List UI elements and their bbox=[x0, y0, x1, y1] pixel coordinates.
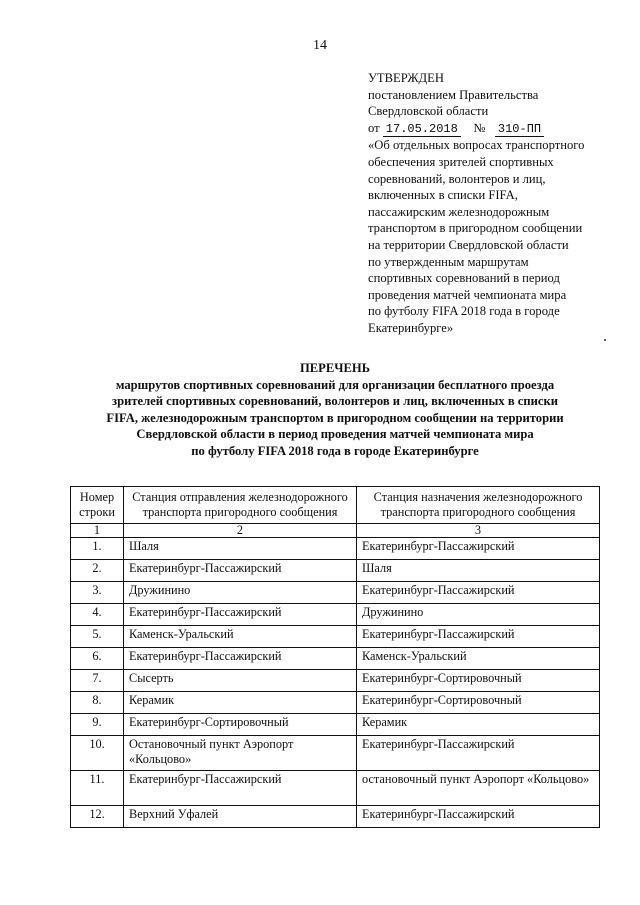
table-row bbox=[71, 806, 600, 828]
page-number: 14 bbox=[313, 38, 327, 53]
approval-description-line: Екатеринбурге» bbox=[368, 320, 454, 335]
departure-cell: Сысерть bbox=[124, 670, 357, 692]
table-row bbox=[71, 560, 600, 582]
scan-speck bbox=[604, 339, 606, 341]
table-row bbox=[71, 692, 600, 714]
departure-cell: Дружинино bbox=[124, 582, 357, 604]
row-number-cell: 4. bbox=[71, 604, 124, 626]
row-number-cell: 11. bbox=[71, 771, 124, 806]
heading-line: маршрутов спортивных соревнований для организации бесплатного проезда bbox=[115, 377, 555, 392]
destination-cell: Екатеринбург-Пассажирский bbox=[357, 806, 600, 828]
heading-title: ПЕРЕЧЕНЬ bbox=[299, 361, 371, 375]
approval-description-line: проведения матчей чемпионата мира bbox=[368, 287, 567, 302]
column-number: 1 bbox=[71, 524, 124, 538]
row-number-cell: 3. bbox=[71, 582, 124, 604]
approval-line: Свердловской области bbox=[368, 104, 489, 119]
row-number-cell: 5. bbox=[71, 626, 124, 648]
departure-cell: Екатеринбург-Сортировочный bbox=[124, 714, 357, 736]
destination-cell: остановочный пункт Аэропорт «Кольцово» bbox=[357, 771, 600, 806]
header-row-number: Номер строки bbox=[71, 487, 124, 524]
heading-line: FIFA, железнодорожным транспортом в пригородном сообщении на территории bbox=[106, 410, 564, 425]
heading-line: зрителей спортивных соревнований, волонтеров и лиц, включенных в списки bbox=[112, 394, 558, 409]
table-row bbox=[71, 736, 600, 771]
table-row bbox=[71, 771, 600, 806]
destination-cell: Дружинино bbox=[357, 604, 600, 626]
routes-table bbox=[70, 486, 600, 828]
destination-cell: Екатеринбург-Пассажирский bbox=[357, 626, 600, 648]
approval-date-line bbox=[368, 120, 630, 138]
destination-cell: Шаля bbox=[357, 560, 600, 582]
approval-description-line: включенных в списки FIFA, bbox=[368, 188, 518, 203]
approval-description-line: по футболу FIFA 2018 года в городе bbox=[368, 304, 560, 319]
destination-cell: Екатеринбург-Сортировочный bbox=[357, 670, 600, 692]
table-row bbox=[71, 626, 600, 648]
row-number-cell: 6. bbox=[71, 648, 124, 670]
table-row bbox=[71, 714, 600, 736]
table-row bbox=[71, 538, 600, 560]
approval-description-line: пассажирским железнодорожным bbox=[368, 204, 550, 219]
header-departure: Станция отправления железнодорожного транспорта пригородного сообщения bbox=[124, 487, 357, 524]
document-heading bbox=[70, 360, 600, 460]
approval-description-line: на территории Свердловской области bbox=[368, 237, 569, 252]
departure-cell: Керамик bbox=[124, 692, 357, 714]
departure-cell: Каменск-Уральский bbox=[124, 626, 357, 648]
table-header-row bbox=[71, 487, 600, 524]
departure-cell: Шаля bbox=[124, 538, 357, 560]
approval-date: 17.05.2018 bbox=[383, 122, 461, 137]
approval-description-line: по утвержденным маршрутам bbox=[368, 254, 529, 269]
row-number-cell: 7. bbox=[71, 670, 124, 692]
row-number-cell: 9. bbox=[71, 714, 124, 736]
destination-cell: Екатеринбург-Сортировочный bbox=[357, 692, 600, 714]
row-number-cell: 10. bbox=[71, 736, 124, 771]
heading-line: по футболу FIFA 2018 года в городе Екатеринбурге bbox=[191, 443, 479, 458]
row-number-cell: 1. bbox=[71, 538, 124, 560]
destination-cell: Екатеринбург-Пассажирский bbox=[357, 736, 600, 771]
approval-description-line: спортивных соревнований в период bbox=[368, 271, 560, 286]
approval-description-line: обеспечения зрителей спортивных bbox=[368, 154, 554, 169]
destination-cell: Екатеринбург-Пассажирский bbox=[357, 582, 600, 604]
approval-number: 310-ПП bbox=[495, 122, 544, 137]
approval-description bbox=[368, 137, 630, 336]
departure-cell: Екатеринбург-Пассажирский bbox=[124, 648, 357, 670]
approval-description-line: «Об отдельных вопросах транспортного bbox=[368, 138, 585, 153]
column-number: 3 bbox=[357, 524, 600, 538]
departure-cell: Екатеринбург-Пассажирский bbox=[124, 560, 357, 582]
departure-cell: Остановочный пункт Аэропорт «Кольцово» bbox=[124, 736, 357, 771]
destination-cell: Екатеринбург-Пассажирский bbox=[357, 538, 600, 560]
departure-cell: Екатеринбург-Пассажирский bbox=[124, 771, 357, 806]
row-number-cell: 12. bbox=[71, 806, 124, 828]
table-row bbox=[71, 670, 600, 692]
heading-subtitle bbox=[70, 377, 600, 460]
column-number: 2 bbox=[124, 524, 357, 538]
row-number-cell: 2. bbox=[71, 560, 124, 582]
row-number-cell: 8. bbox=[71, 692, 124, 714]
table-row bbox=[71, 604, 600, 626]
departure-cell: Екатеринбург-Пассажирский bbox=[124, 604, 357, 626]
table-row bbox=[71, 582, 600, 604]
heading-line: Свердловской области в период проведения матчей чемпионата мира bbox=[136, 427, 534, 442]
approval-line: постановлением Правительства bbox=[368, 87, 539, 102]
destination-cell: Каменск-Уральский bbox=[357, 648, 600, 670]
approval-title: УТВЕРЖДЕН bbox=[368, 71, 444, 85]
table-row bbox=[71, 648, 600, 670]
date-prefix: от bbox=[368, 120, 380, 135]
column-number-row bbox=[71, 524, 600, 538]
number-prefix: № bbox=[473, 120, 486, 135]
header-destination: Станция назначения железнодорожного транспорта пригородного сообщения bbox=[357, 487, 600, 524]
departure-cell: Верхний Уфалей bbox=[124, 806, 357, 828]
approval-description-line: транспортом в пригородном сообщении bbox=[368, 221, 583, 236]
approval-description-line: соревнований, волонтеров и лиц, bbox=[368, 171, 546, 186]
destination-cell: Керамик bbox=[357, 714, 600, 736]
approval-block bbox=[368, 70, 630, 337]
